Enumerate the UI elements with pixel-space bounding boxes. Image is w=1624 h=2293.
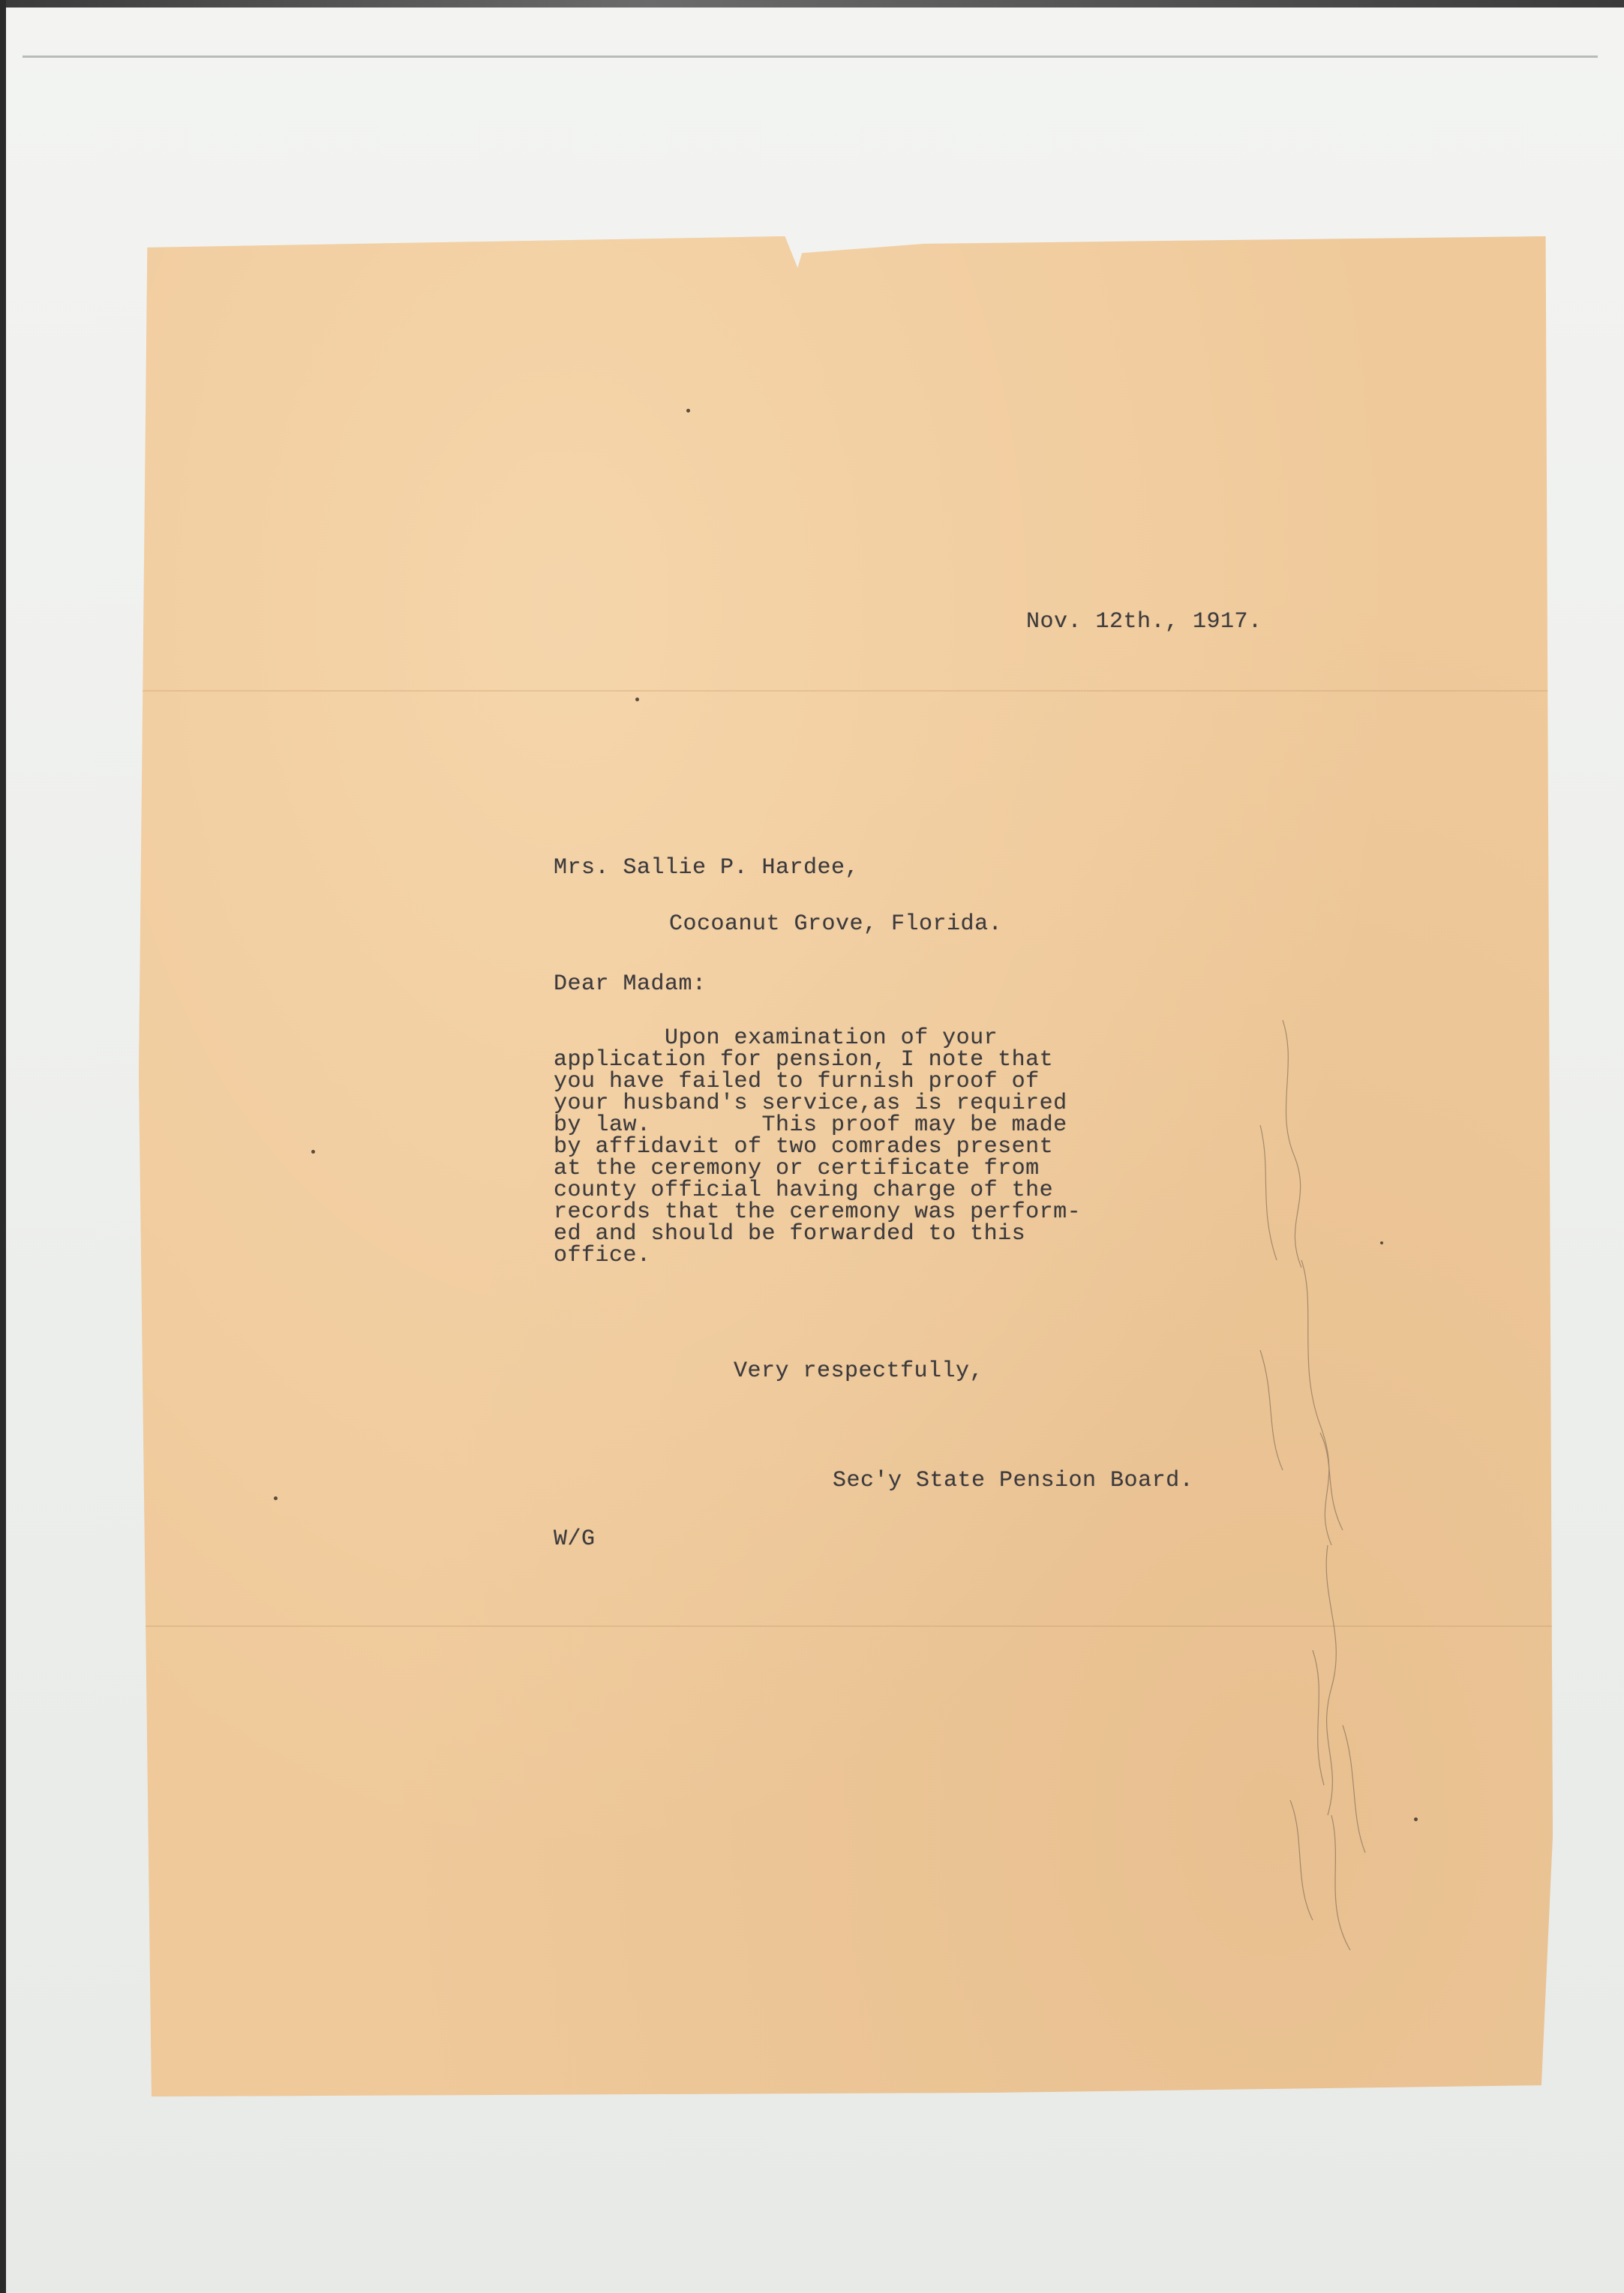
closing: Very respectfully,: [734, 1358, 984, 1384]
body-line: you have failed to furnish proof of: [554, 1069, 1040, 1094]
body-line: at the ceremony or certificate from: [554, 1156, 1040, 1181]
pencil-scribble-marks: [1170, 975, 1395, 2025]
typist-initials: W/G: [554, 1526, 596, 1552]
scanner-top-edge: [0, 0, 1624, 8]
body-line: application for pension, I note that: [554, 1047, 1054, 1073]
body-line: office.: [554, 1243, 651, 1268]
body-line: Upon examination of your: [554, 1025, 998, 1051]
letter-date: Nov. 12th., 1917.: [1026, 609, 1262, 635]
letter-body: [554, 1025, 1082, 1268]
body-line: ed and should be forwarded to this: [554, 1221, 1026, 1247]
body-line: by law. This proof may be made: [554, 1112, 1067, 1138]
body-line: records that the ceremony was perform-: [554, 1199, 1082, 1225]
paper-speck: [274, 1496, 278, 1500]
fold-crease: [139, 690, 1553, 692]
body-line: by affidavit of two comrades present: [554, 1134, 1054, 1160]
paper-speck: [1414, 1817, 1418, 1821]
recipient-name: Mrs. Sallie P. Hardee,: [554, 855, 860, 881]
body-line: county official having charge of the: [554, 1178, 1054, 1203]
body-line: your husband's service,as is required: [554, 1091, 1067, 1116]
scanner-guide-line: [23, 56, 1598, 58]
paper-speck: [635, 698, 639, 701]
salutation: Dear Madam:: [554, 971, 707, 997]
paper-speck: [311, 1150, 315, 1154]
paper-speck: [686, 409, 690, 413]
scanner-left-edge: [0, 0, 6, 2293]
signature-title: Sec'y State Pension Board.: [833, 1468, 1194, 1493]
recipient-address: Cocoanut Grove, Florida.: [669, 911, 1003, 937]
